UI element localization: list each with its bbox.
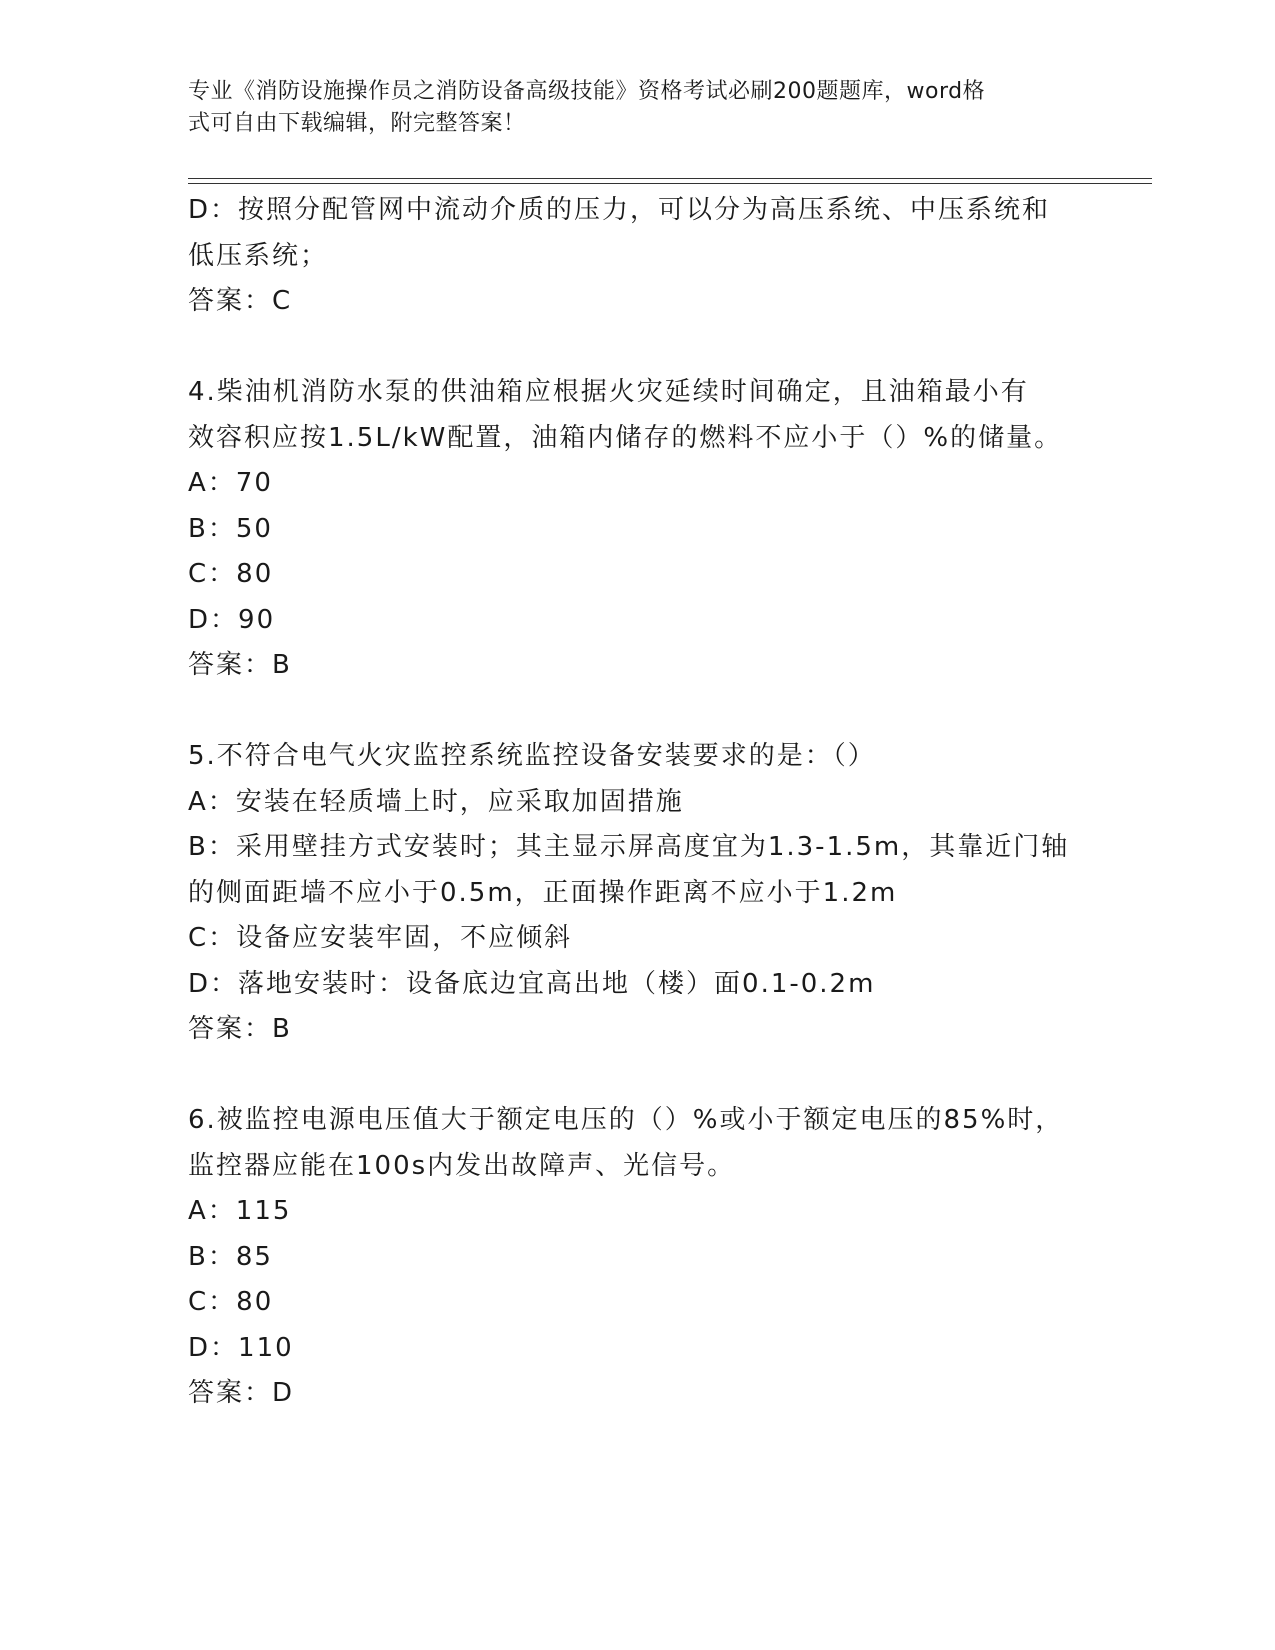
option-b-line-1: B：采用壁挂方式安装时；其主显示屏高度宜为1.3-1.5m，其靠近门轴: [188, 832, 1070, 862]
prev-option-d-line-1: D：按照分配管网中流动介质的压力，可以分为高压系统、中压系统和: [188, 195, 1051, 225]
prev-option-d-line-2: 低压系统；: [188, 240, 329, 271]
prev-answer: 答案：C: [188, 286, 293, 316]
option-d: D：90: [188, 604, 276, 635]
question-stem-line-1: 5.不符合电气火灾监控系统监控设备安装要求的是：（）: [188, 741, 876, 771]
question-content: [188, 188, 1088, 1417]
answer: 答案：D: [188, 1378, 295, 1408]
option-d: D：110: [188, 1332, 294, 1363]
option-d: D：落地安装时：设备底边宜高出地（楼）面0.1-0.2m: [188, 968, 876, 999]
answer: 答案：B: [188, 650, 292, 680]
answer: 答案：B: [188, 1014, 292, 1044]
question-4: [188, 370, 1088, 689]
option-a: A：安装在轻质墙上时，应采取加固措施: [188, 786, 684, 817]
option-c: C：80: [188, 1287, 274, 1317]
question-stem-line-1: 4.柴油机消防水泵的供油箱应根据火灾延续时间确定，且油箱最小有: [188, 377, 1029, 407]
option-c: C：设备应安装牢固，不应倾斜: [188, 923, 573, 953]
question-5: [188, 734, 1088, 1053]
spacer: [188, 1053, 1088, 1099]
option-b-line-2: 的侧面距墙不应小于0.5m，正面操作距离不应小于1.2m: [188, 877, 898, 908]
question-6: [188, 1098, 1088, 1417]
question-stem-line-2: 监控器应能在100s内发出故障声、光信号。: [188, 1150, 736, 1181]
option-a: A：70: [188, 468, 273, 498]
header-divider-bottom: [188, 183, 1152, 184]
spacer: [188, 325, 1088, 371]
document-header: [188, 76, 1088, 140]
option-c: C：80: [188, 559, 274, 589]
option-b: B：50: [188, 513, 273, 544]
option-a: A：115: [188, 1196, 292, 1226]
header-line-1: 专业《消防设施操作员之消防设备高级技能》资格考试必刷200题题库，word格: [188, 79, 986, 104]
header-divider-top: [188, 178, 1152, 179]
question-stem-line-2: 效容积应按1.5L/kW配置，油箱内储存的燃料不应小于（）%的储量。: [188, 422, 1063, 453]
header-line-2: 式可自由下载编辑，附完整答案！: [188, 111, 526, 136]
question-stem-line-1: 6.被监控电源电压值大于额定电压的（）%或小于额定电压的85%时，: [188, 1105, 1064, 1135]
option-b: B：85: [188, 1241, 273, 1272]
spacer: [188, 689, 1088, 735]
